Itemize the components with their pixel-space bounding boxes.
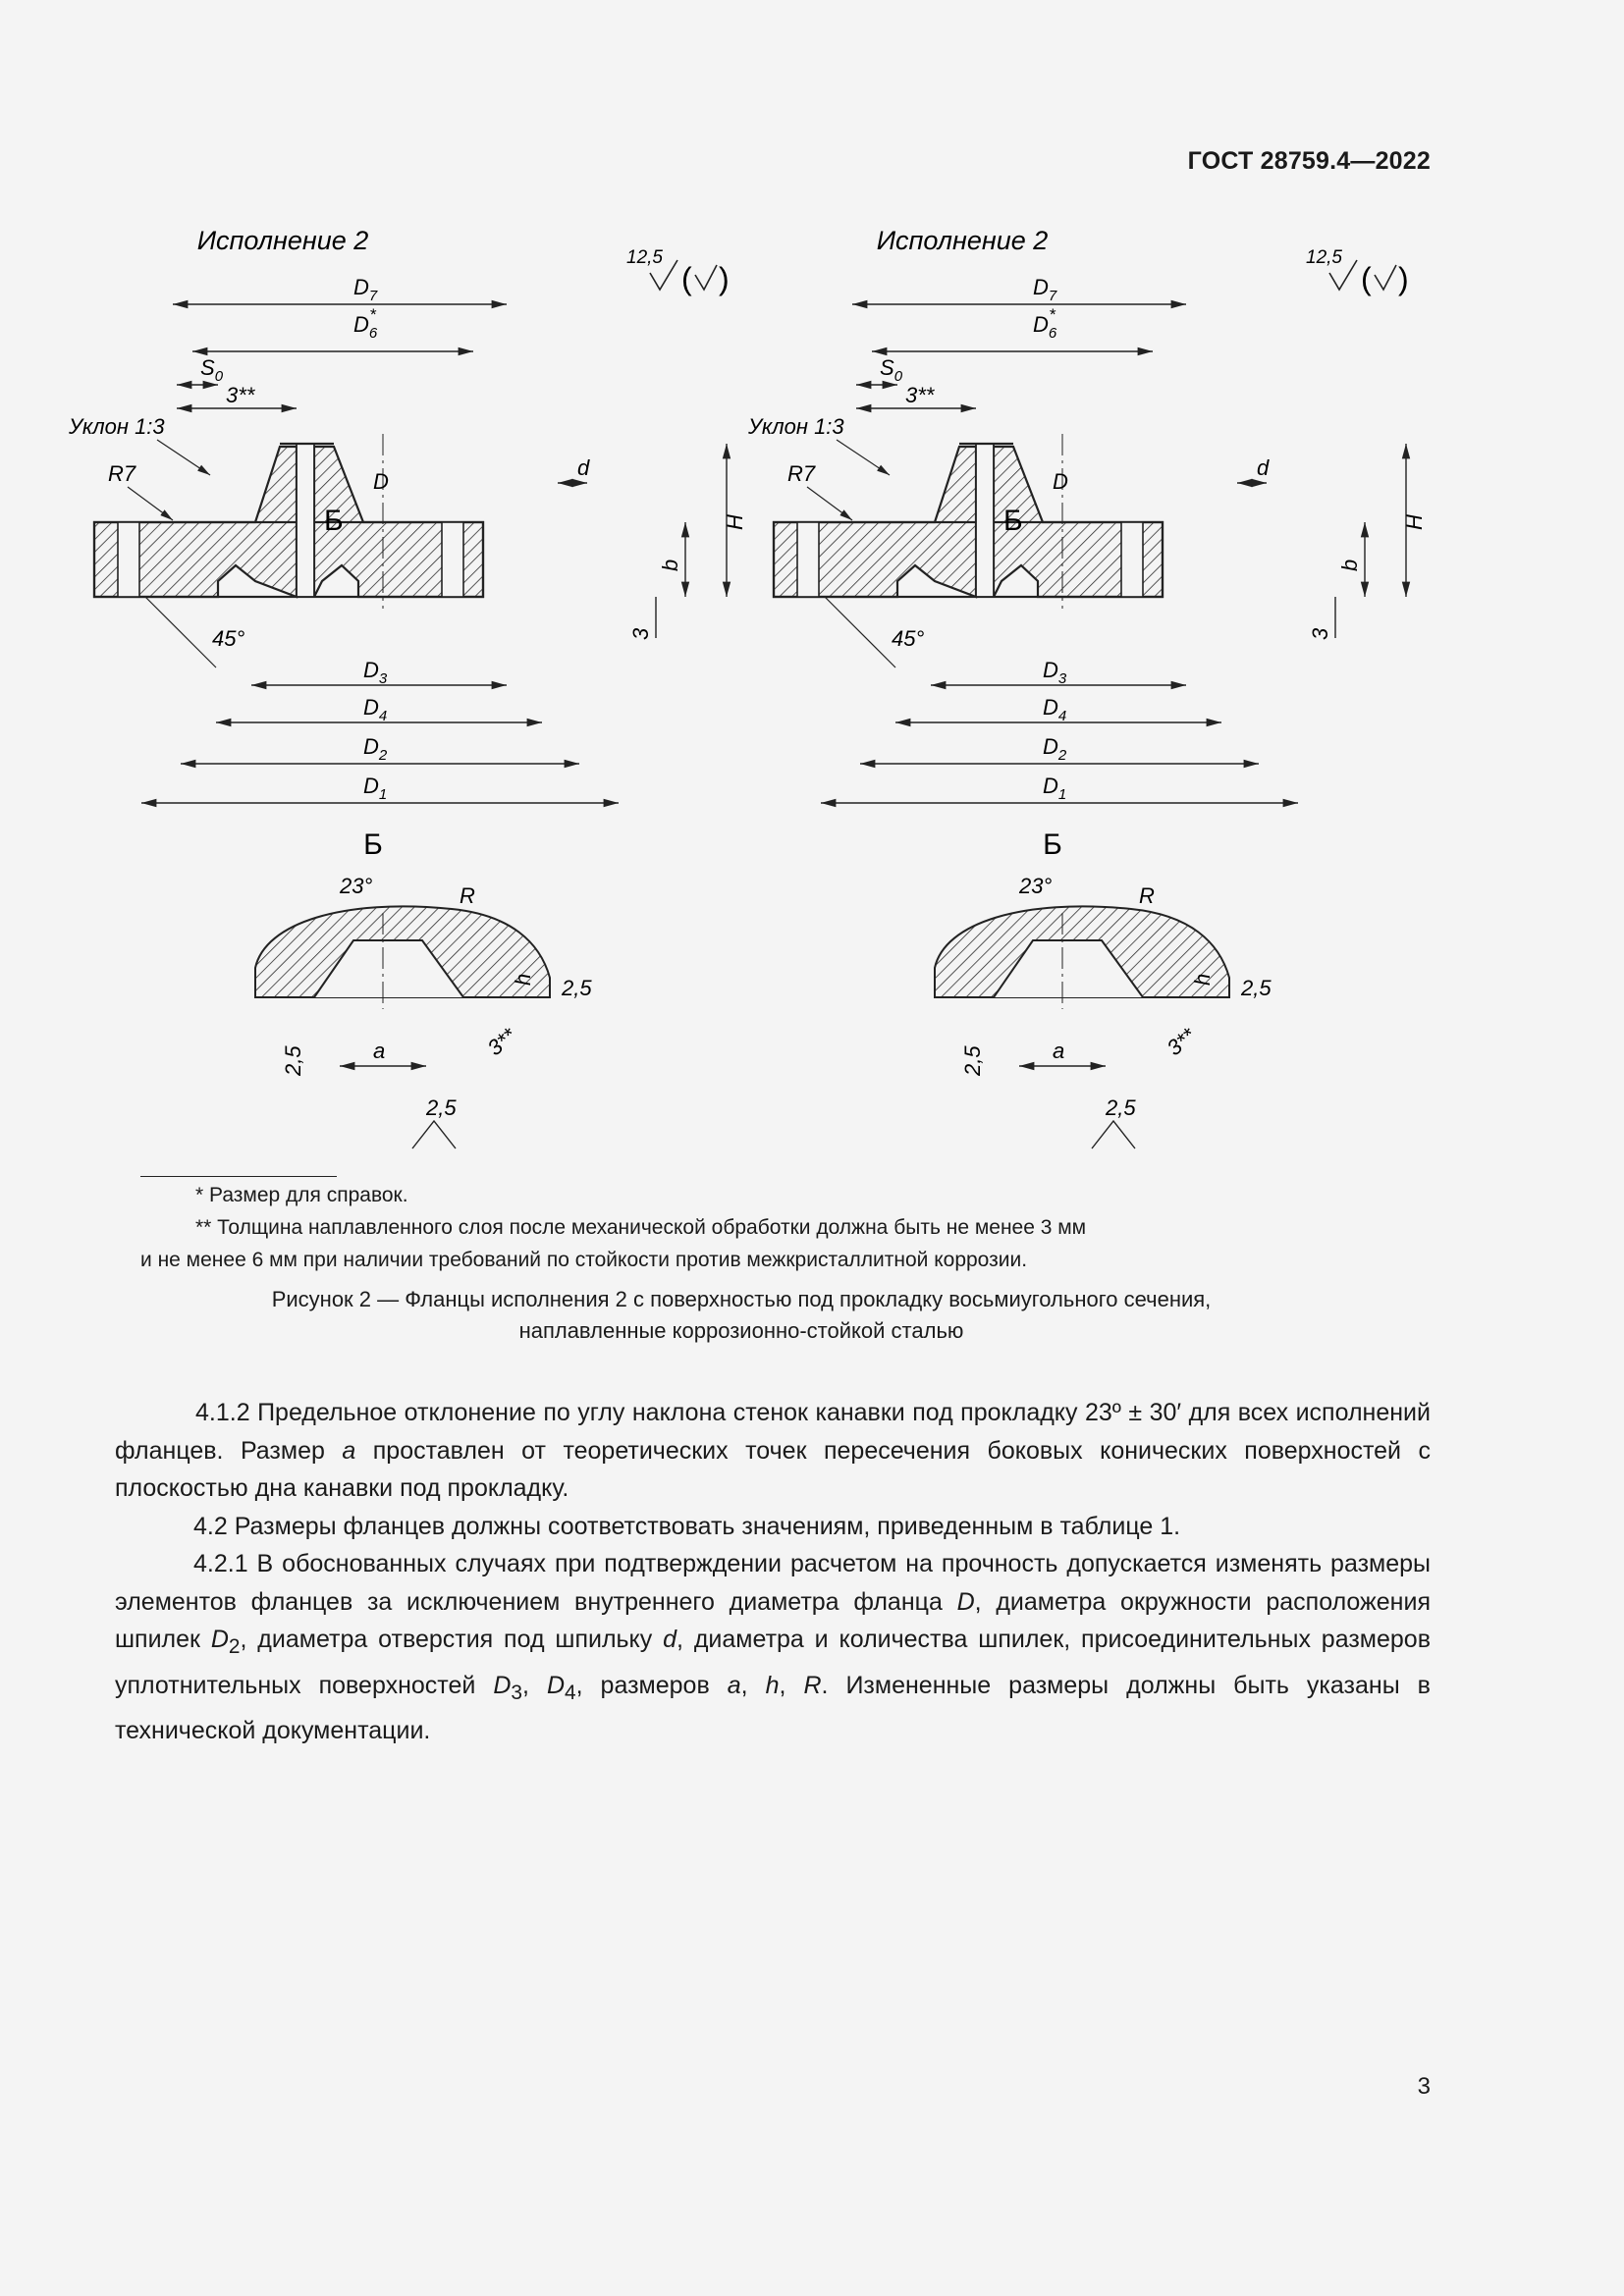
label-d1: $D_1$ <box>363 774 388 803</box>
label-a: a <box>373 1039 386 1063</box>
roughness-paren-close: ) <box>1398 261 1409 296</box>
label-rough-2-5-left: 2,5 <box>960 1045 985 1076</box>
roughness-symbol <box>1306 247 1409 296</box>
label-b: b <box>658 559 682 571</box>
label-d1: $D_1$ <box>1043 774 1067 803</box>
label-h-total: H <box>1402 514 1427 530</box>
label-d-hole: d <box>1257 455 1270 480</box>
figure-caption <box>177 1284 1306 1347</box>
label-h: h <box>1190 973 1215 986</box>
label-rough-2-5-right: 2,5 <box>562 976 592 1000</box>
label-23: 23° <box>340 874 373 898</box>
view-title: Исполнение 2 <box>196 226 369 255</box>
label-d7: $D_7$ <box>353 275 378 304</box>
label-45: 45° <box>212 626 245 651</box>
paragraph-4-2: 4.2 Размеры фланцев должны соответствовать значениям, приведенным в таблице 1. <box>193 1512 1181 1540</box>
flange-drawing-left <box>69 216 747 1188</box>
flange-section <box>94 434 483 609</box>
label-slope: Уклон 1:3 <box>69 414 165 439</box>
label-23: 23° <box>1019 874 1053 898</box>
label-weld-3-detail: 3** <box>482 1023 521 1061</box>
label-weld-3: 3** <box>905 383 935 407</box>
flange-svg <box>748 216 1427 1188</box>
roughness-value: 12,5 <box>626 247 663 268</box>
label-h: h <box>511 973 535 986</box>
roughness-paren-close: ) <box>719 261 730 296</box>
label-d7: $D_7$ <box>1033 275 1057 304</box>
roughness-value: 12,5 <box>1306 247 1342 268</box>
label-a: a <box>1053 1039 1065 1063</box>
footnote-weld-layer: ** Толщина наплавленного слоя после механической обработки должна быть не менее 3 мм <box>195 1216 1087 1239</box>
label-rough-2-5-left: 2,5 <box>281 1045 305 1076</box>
label-r7: R7 <box>787 461 816 486</box>
body-text <box>115 1394 1431 1750</box>
footnote-rule <box>140 1176 337 1177</box>
footnote-weld-layer-cont: и не менее 6 мм при наличии требований по стойкости против межкристаллитной коррозии. <box>140 1249 1028 1271</box>
page-number: 3 <box>1417 2073 1431 2100</box>
roughness-paren: ( <box>681 261 692 296</box>
roughness-paren: ( <box>1361 261 1372 296</box>
detail-section <box>935 906 1229 1009</box>
label-d-inner: D <box>373 469 389 494</box>
roughness-symbol <box>626 247 730 296</box>
label-d2: $D_2$ <box>363 734 388 764</box>
label-d6: $D_6*$ <box>1033 305 1057 342</box>
label-s0: $S_0$ <box>880 355 903 385</box>
label-rough-2-5-bottom: 2,5 <box>1106 1095 1136 1120</box>
label-d-inner: D <box>1053 469 1068 494</box>
detail-title: Б <box>1043 828 1062 861</box>
label-r: R <box>1139 883 1155 908</box>
label-weld-3: 3** <box>226 383 255 407</box>
view-title: Исполнение 2 <box>876 226 1049 255</box>
label-d2: $D_2$ <box>1043 734 1067 764</box>
label-s0: $S_0$ <box>200 355 224 385</box>
label-d6: $D_6*$ <box>353 305 378 342</box>
paragraph-4-2-1: 4.2.1 В обоснованных случаях при подтверждении расчетом на прочность допускается изменять размеры элементов фланцев за исключением внутреннего диаметра фланца D, диаметра окружности расположения шпилек $D_2$, диаметра отверстия под шпильку d, диаметра и количества шпилек, присоединительных размеров уплотнительных поверхностей $D_3$, $D_4$, размеров a, h, R. Измененные размеры должны быть указаны в технической документации. <box>115 1550 1431 1744</box>
flange-svg <box>69 216 747 1188</box>
section-marker: Б <box>324 505 344 537</box>
flange-section <box>774 434 1163 609</box>
label-3: 3 <box>628 627 653 640</box>
flange-drawing-right <box>748 216 1427 1188</box>
label-45: 45° <box>892 626 925 651</box>
caption-line-2: наплавленные коррозионно-стойкой сталью <box>518 1318 964 1343</box>
detail-section <box>255 906 550 1009</box>
label-rough-2-5-right: 2,5 <box>1241 976 1272 1000</box>
label-d3: $D_3$ <box>1043 658 1067 687</box>
paragraph-4-1-2: 4.1.2 Предельное отклонение по углу наклона стенок канавки под прокладку 23º ± 30′ для всех исполнений фланцев. Размер a проставлен от теоретических точек пересечения боковых конических поверхностей с плоскостью дна канавки под прокладку. <box>115 1399 1431 1502</box>
label-h-total: H <box>723 514 747 530</box>
label-weld-3-detail: 3** <box>1162 1023 1201 1061</box>
label-d4: $D_4$ <box>1043 695 1067 724</box>
detail-title: Б <box>363 828 383 861</box>
label-b: b <box>1337 559 1362 571</box>
footnotes <box>140 1176 1220 1276</box>
section-marker: Б <box>1003 505 1023 537</box>
label-3: 3 <box>1308 627 1332 640</box>
label-rough-2-5-bottom: 2,5 <box>426 1095 457 1120</box>
caption-line-1: Рисунок 2 — Фланцы исполнения 2 с поверхностью под прокладку восьмиугольного сечения, <box>271 1287 1212 1311</box>
label-d-hole: d <box>577 455 590 480</box>
document-id: ГОСТ 28759.4—2022 <box>1187 147 1431 175</box>
label-d3: $D_3$ <box>363 658 388 687</box>
label-d4: $D_4$ <box>363 695 388 724</box>
label-r7: R7 <box>108 461 136 486</box>
footnote-reference: * Размер для справок. <box>195 1184 408 1206</box>
label-slope: Уклон 1:3 <box>748 414 844 439</box>
label-r: R <box>460 883 475 908</box>
